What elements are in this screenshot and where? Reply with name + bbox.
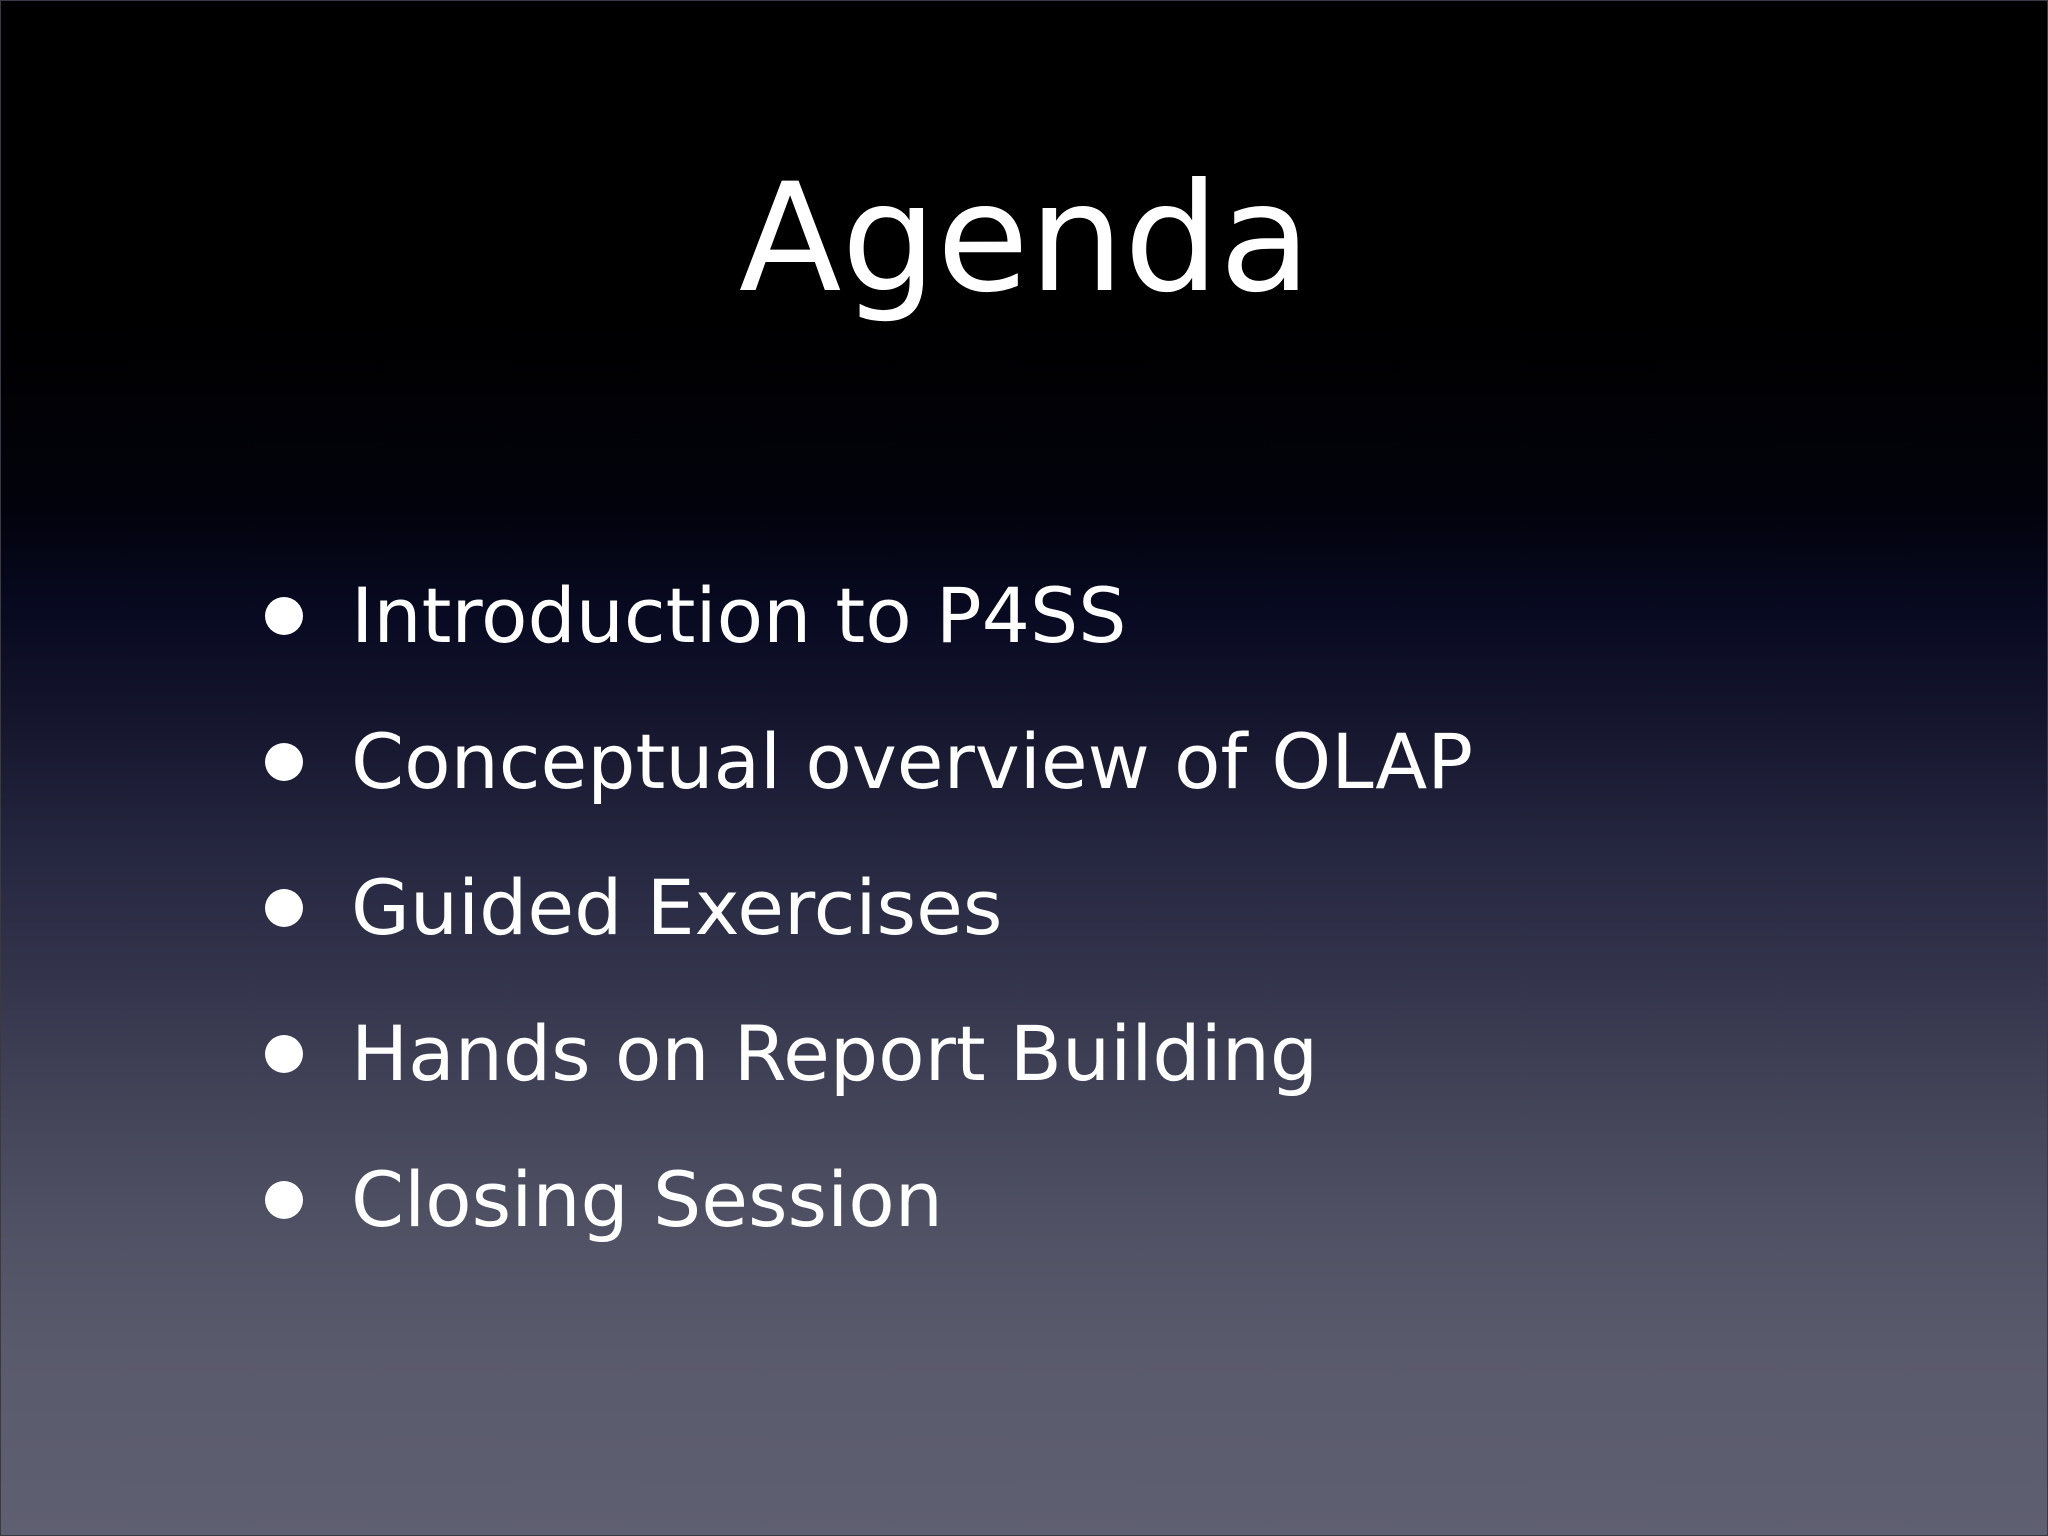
bullet-icon	[265, 1181, 303, 1219]
slide-title: Agenda	[738, 152, 1312, 326]
bullet-icon	[265, 1035, 303, 1073]
bullet-icon	[265, 889, 303, 927]
list-item-text: Guided Exercises	[351, 863, 1003, 952]
list-item-text: Introduction to P4SS	[351, 571, 1127, 660]
list-item-text: Closing Session	[351, 1155, 943, 1244]
bullet-icon	[265, 597, 303, 635]
list-item-text: Conceptual overview of OLAP	[351, 717, 1474, 806]
bullet-icon	[265, 743, 303, 781]
list-item-text: Hands on Report Building	[351, 1009, 1319, 1098]
